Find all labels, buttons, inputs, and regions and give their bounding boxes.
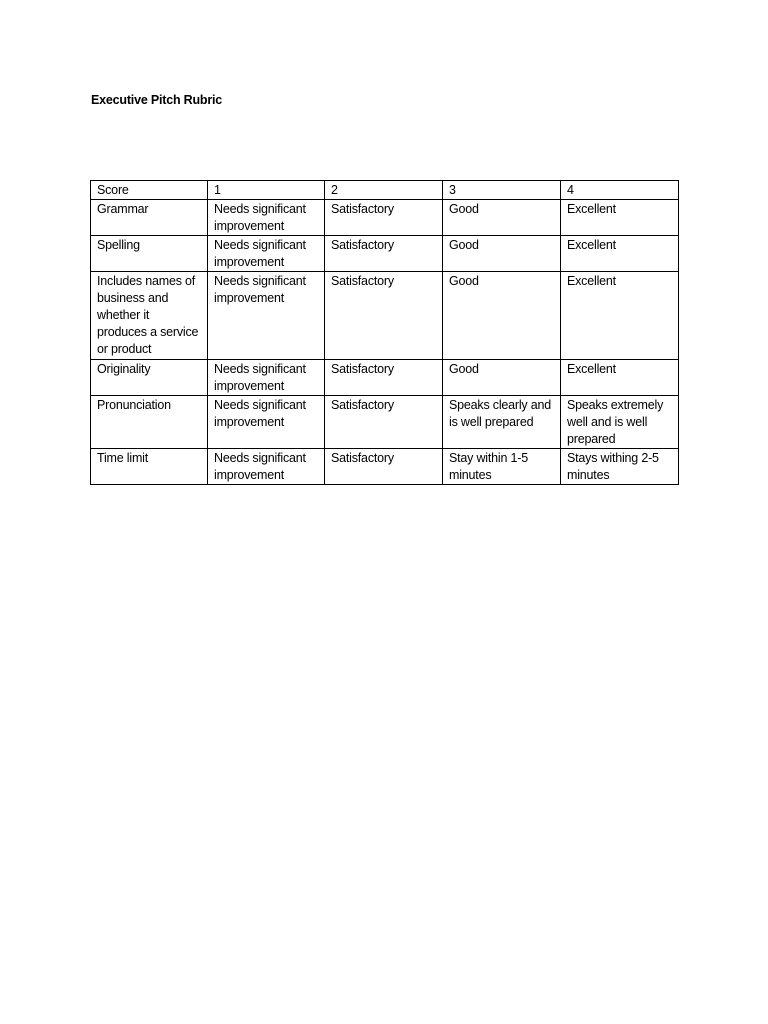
table-row [91,200,679,236]
criterion-cell: Time limit [91,449,208,485]
score-4-cell: Excellent [561,360,679,396]
score-3-cell: Good [443,236,561,272]
criterion-cell: Grammar [91,200,208,236]
header-cell-2: 2 [325,181,443,200]
criterion-cell: Includes names of business and whether it produces a service or product [91,272,208,360]
score-2-cell: Satisfactory [325,236,443,272]
score-2-cell: Satisfactory [325,272,443,360]
score-2-cell: Satisfactory [325,200,443,236]
rubric-table [90,180,679,485]
score-2-cell: Satisfactory [325,449,443,485]
score-4-cell: Excellent [561,200,679,236]
score-3-cell: Good [443,272,561,360]
score-4-cell: Speaks extremely well and is well prepared [561,396,679,449]
header-cell-4: 4 [561,181,679,200]
header-cell-3: 3 [443,181,561,200]
table-header-row [91,181,679,200]
score-2-cell: Satisfactory [325,360,443,396]
criterion-cell: Originality [91,360,208,396]
score-1-cell: Needs significant improvement [208,396,325,449]
score-1-cell: Needs significant improvement [208,236,325,272]
score-3-cell: Stay within 1-5 minutes [443,449,561,485]
score-3-cell: Speaks clearly and is well prepared [443,396,561,449]
score-3-cell: Good [443,200,561,236]
score-4-cell: Stays withing 2-5 minutes [561,449,679,485]
score-4-cell: Excellent [561,272,679,360]
criterion-cell: Spelling [91,236,208,272]
header-cell-1: 1 [208,181,325,200]
table-row [91,449,679,485]
score-4-cell: Excellent [561,236,679,272]
table-row [91,236,679,272]
header-cell-score: Score [91,181,208,200]
table-row [91,272,679,360]
document-title: Executive Pitch Rubric [91,93,223,107]
score-1-cell: Needs significant improvement [208,449,325,485]
score-2-cell: Satisfactory [325,396,443,449]
table-row [91,360,679,396]
score-1-cell: Needs significant improvement [208,360,325,396]
score-1-cell: Needs significant improvement [208,272,325,360]
score-3-cell: Good [443,360,561,396]
table-row [91,396,679,449]
criterion-cell: Pronunciation [91,396,208,449]
score-1-cell: Needs significant improvement [208,200,325,236]
